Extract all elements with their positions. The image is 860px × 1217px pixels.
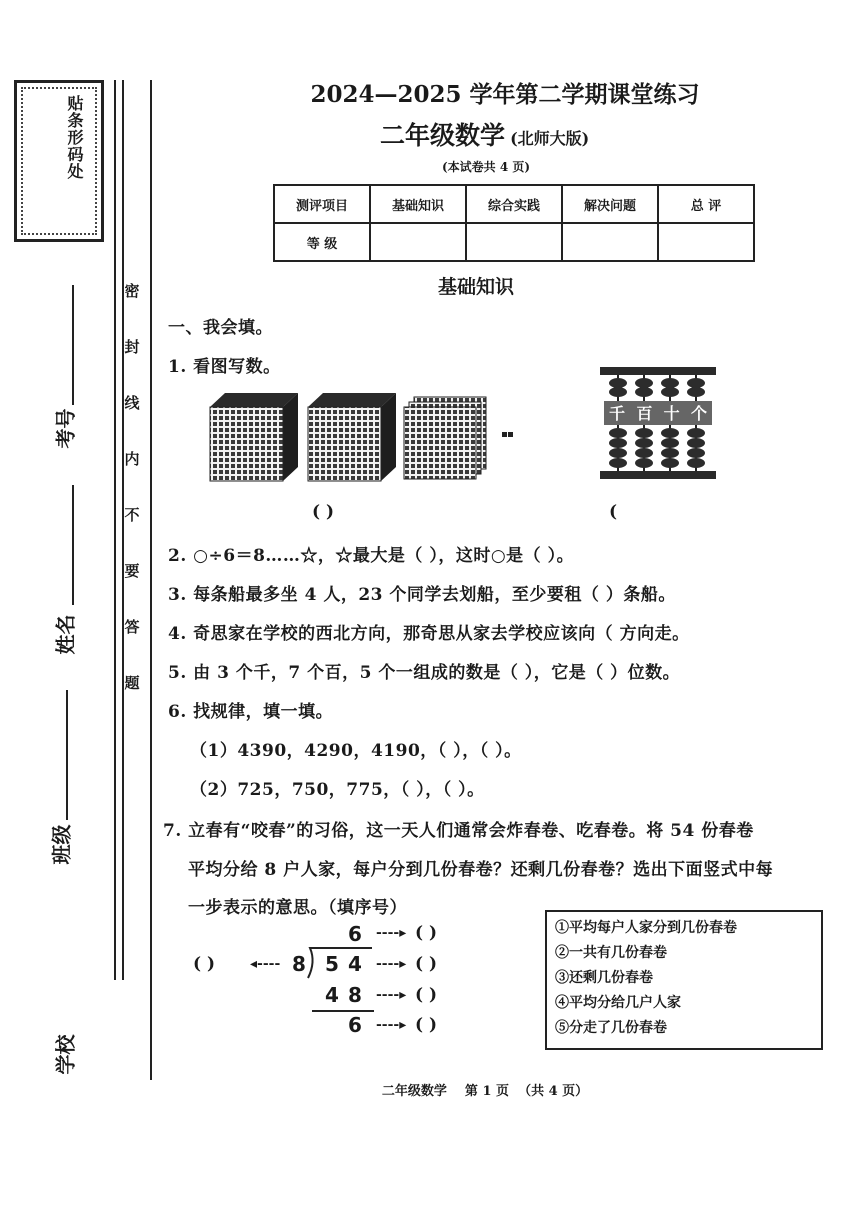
remainder-meaning-blank[interactable]: ( ) xyxy=(415,1015,438,1035)
question-6: 6. 找规律，填一填。 xyxy=(168,702,334,722)
name-label: 姓名 xyxy=(53,614,78,655)
name-line[interactable] xyxy=(72,485,74,605)
abacus-label-thousands: 千 xyxy=(608,404,625,423)
subtitle: 二年级数学 xyxy=(380,121,506,150)
thousand-cube xyxy=(308,393,396,481)
abacus-label-hundreds: 百 xyxy=(636,404,653,423)
score-header-cell: 总 评 xyxy=(658,185,754,223)
exam-no-line[interactable] xyxy=(72,285,74,405)
remainder: 6 xyxy=(348,1013,362,1037)
thousand-cube xyxy=(210,393,298,481)
options-box xyxy=(545,910,823,1050)
score-header-cell: 基础知识 xyxy=(370,185,466,223)
abacus-figure xyxy=(598,365,718,483)
divisor-meaning-blank[interactable]: ( ) xyxy=(193,954,216,974)
binding-line-inner xyxy=(150,80,152,1080)
option-1: ①平均每户人家分到几份春卷 xyxy=(555,920,737,936)
question-4: 4. 奇思家在学校的西北方向，那奇思从家去学校应该向（ 方向走。 xyxy=(168,624,690,644)
question-6-part-1: （1）4390，4290，4190，（ ），（ ）。 xyxy=(190,741,522,761)
grade-cell[interactable] xyxy=(562,223,658,261)
product-arrow: ----▸ xyxy=(376,987,407,1003)
score-table-row xyxy=(274,223,754,261)
subtitle-row xyxy=(380,116,589,152)
class-line[interactable] xyxy=(66,690,68,820)
divisor: 8 xyxy=(292,952,306,976)
dividend-meaning-blank[interactable]: ( ) xyxy=(415,954,438,974)
class-label: 班级 xyxy=(49,824,74,865)
score-header-cell: 综合实践 xyxy=(466,185,562,223)
ones-units xyxy=(502,432,513,437)
quotient-meaning-blank[interactable]: ( ) xyxy=(415,923,438,943)
divisor-arrow: ◂---- xyxy=(250,956,281,972)
section-title: 基础知识 xyxy=(437,276,514,298)
grade-cell[interactable] xyxy=(370,223,466,261)
thousand-cubes-figure xyxy=(200,385,530,490)
q1-answer-left[interactable]: ( ) xyxy=(312,502,335,522)
question-7-line-3: 一步表示的意思。（填序号） xyxy=(188,898,407,918)
exam-no-label: 考号 xyxy=(53,408,78,449)
exam-title: 2024—2025 学年第二学期课堂练习 xyxy=(310,81,700,108)
quotient: 6 xyxy=(348,922,362,946)
quotient-arrow: ----▸ xyxy=(376,925,407,941)
remainder-arrow: ----▸ xyxy=(376,1017,407,1033)
score-header-cell: 测评项目 xyxy=(274,185,370,223)
score-header-cell: 解决问题 xyxy=(562,185,658,223)
part-one-title: 一、我会填。 xyxy=(168,318,273,338)
question-2: 2. ○÷6＝8……☆，☆最大是（ ），这时○是（ ）。 xyxy=(168,546,575,566)
page-footer: 二年级数学 第 1 页 （共 4 页） xyxy=(381,1084,589,1099)
dividend-tens: 5 xyxy=(325,952,339,976)
abacus-labels xyxy=(605,401,711,424)
abacus-label-tens: 十 xyxy=(663,404,680,423)
score-table-header xyxy=(274,185,754,223)
abacus-label-ones: 个 xyxy=(690,404,707,423)
dividend-ones: 4 xyxy=(348,952,362,976)
grade-label: 等 级 xyxy=(274,223,370,261)
pages-note: (本试卷共 4 页) xyxy=(441,160,531,174)
edition: (北师大版) xyxy=(510,129,590,148)
option-2: ②一共有几份春卷 xyxy=(555,945,667,961)
grade-cell[interactable] xyxy=(466,223,562,261)
option-3: ③还剩几份春卷 xyxy=(555,970,653,986)
question-5: 5. 由 3 个千，7 个百，5 个一组成的数是（ ），它是（ ）位数。 xyxy=(168,663,681,683)
question-6-part-2: （2）725，750，775，（ ），（ ）。 xyxy=(190,780,485,800)
hundred-flats xyxy=(404,397,486,479)
seal-text: 密 封 线 内 不 要 答 题 xyxy=(124,282,140,692)
option-4: ④平均分给几户人家 xyxy=(555,995,681,1011)
barcode-label: 贴条形码处 xyxy=(65,95,84,180)
question-7-line-1: 7. 立春有“咬春”的习俗，这一天人们通常会炸春卷、吃春卷。将 54 份春卷 xyxy=(163,821,754,841)
q1-answer-right[interactable]: ( xyxy=(609,502,618,522)
score-table xyxy=(273,184,755,262)
school-label: 学校 xyxy=(53,1034,78,1075)
dividend-arrow: ----▸ xyxy=(376,956,407,972)
option-5: ⑤分走了几份春卷 xyxy=(555,1020,667,1036)
question-1: 1. 看图写数。 xyxy=(168,357,281,377)
product-ones: 8 xyxy=(348,983,362,1007)
grade-cell[interactable] xyxy=(658,223,754,261)
question-7-line-2: 平均分给 8 户人家，每户分到几份春卷？还剩几份春卷？选出下面竖式中每 xyxy=(188,860,774,880)
subtraction-line xyxy=(312,1010,374,1012)
product-tens: 4 xyxy=(325,983,339,1007)
question-3: 3. 每条船最多坐 4 人，23 个同学去划船，至少要租（ ）条船。 xyxy=(168,585,676,605)
binding-line-outer xyxy=(114,80,116,980)
product-meaning-blank[interactable]: ( ) xyxy=(415,985,438,1005)
